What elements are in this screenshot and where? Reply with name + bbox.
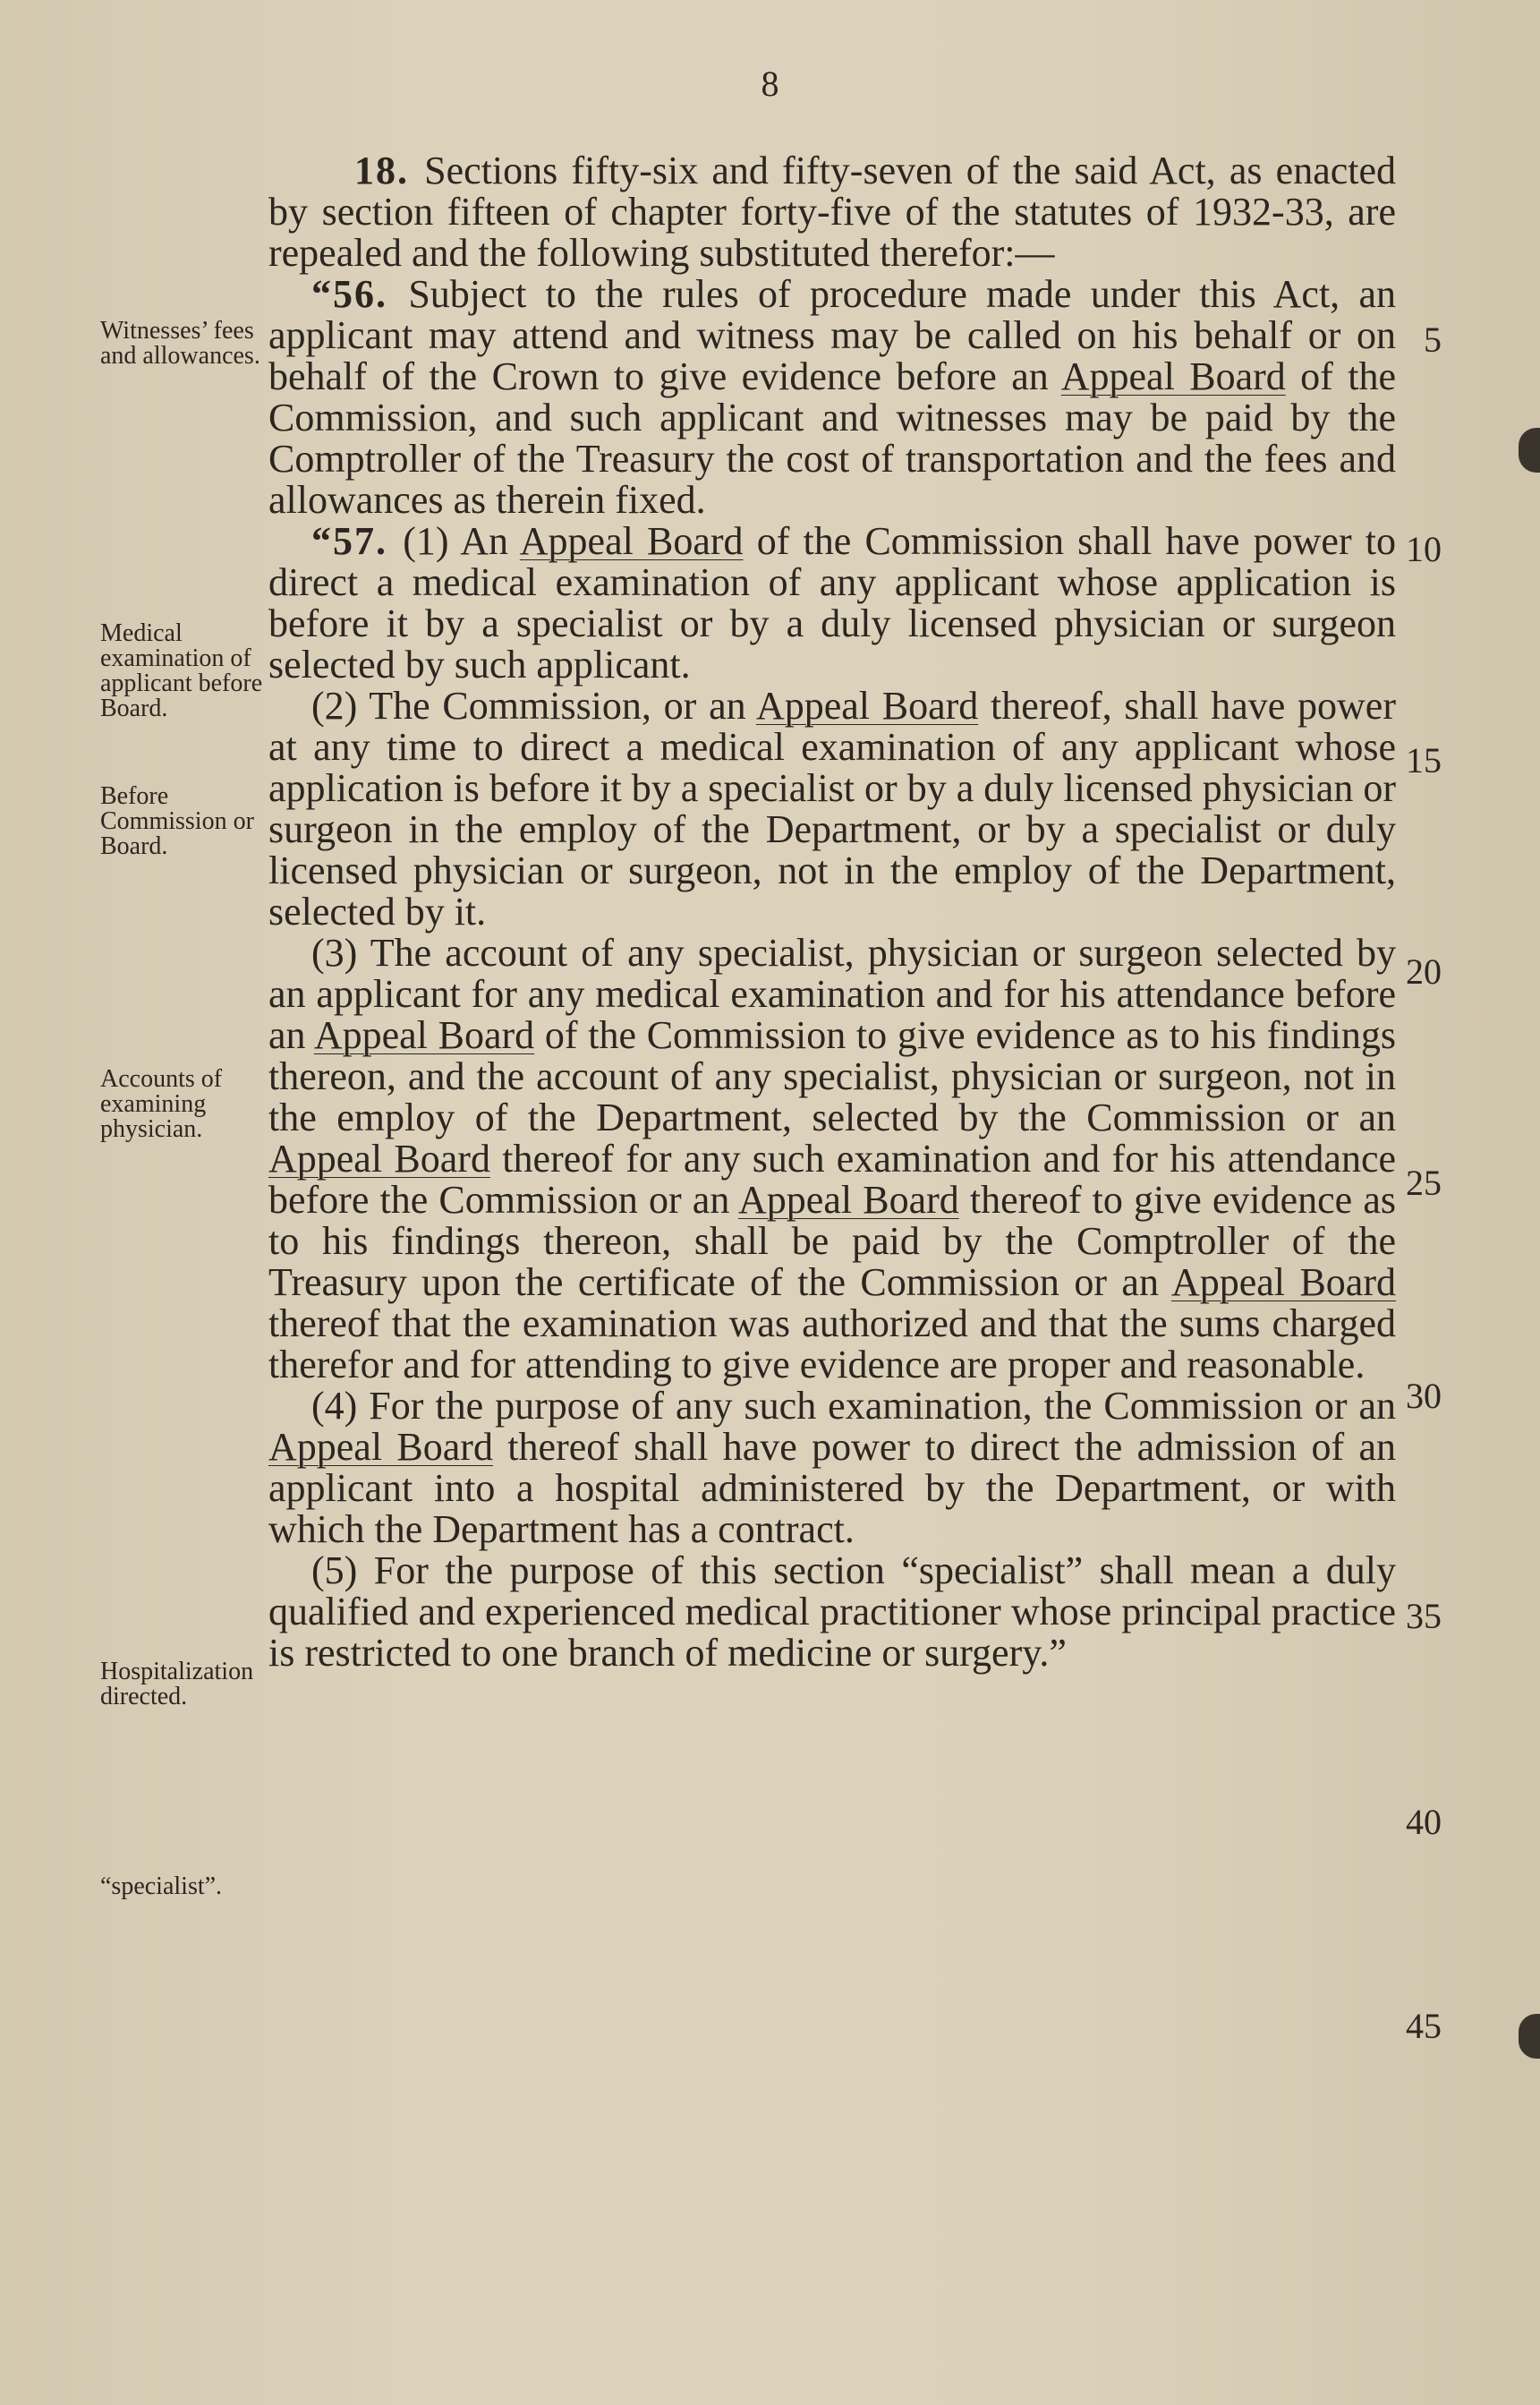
line-number: 45 — [1406, 2006, 1442, 2046]
underlined-term: Appeal Board — [268, 1425, 493, 1469]
line-number: 10 — [1406, 529, 1442, 569]
paragraph-5: (3) The account of any specialist, physician or surgeon selected by an applicant for any medical examination and for his attendance before an Appeal Board of the Commission to give evidence as to his findings thereon, and the account of any specialist, physician or surgeon, not in the employ of the Department, selected by the Commission or an Appeal Board thereof for any such examination and for his attendance before the Commission or an Appeal Board thereof to give evidence as to his findings thereon, shall be paid by the Comptroller of the Treasury upon the certificate of the Commission or an Appeal Board thereof that the examination was authorized and that the sums charged therefor and for attending to give evidence are proper and reasonable. — [268, 931, 1396, 1386]
underlined-term: Appeal Board — [1060, 354, 1286, 398]
paragraph-4: (2) The Commission, or an Appeal Board thereof, shall have power at any time to direct a medical examination of any applicant whose application is before it by a specialist or by a duly licensed physician or surgeon in the employ of the Department, or by a specialist or duly licensed physician or surgeon, not in the employ of the Department, selected by it. — [268, 684, 1396, 934]
underlined-term: Appeal Board — [1170, 1260, 1396, 1304]
paragraph-3: “57. (1) An Appeal Board of the Commission shall have power to direct a medical examination of any applicant whose application is before it by a specialist or by a duly licensed physician or surgeon selected by such applicant. — [268, 519, 1396, 687]
page-edge-mark — [1519, 2014, 1540, 2059]
underlined-term: Appeal Board — [519, 519, 744, 563]
paragraph-6: (4) For the purpose of any such examination, the Commission or an Appeal Board thereof shall have power to direct the admission of an applicant into a hospital administered by the Department, or with which the Department has a contract. — [268, 1384, 1396, 1551]
line-number: 20 — [1406, 951, 1442, 992]
statute-text — [268, 150, 1396, 1674]
page-number: 8 — [761, 64, 779, 104]
paragraph-1: 18. Sections fifty-six and fifty-seven of the said Act, as enacted by section fifteen of chapter forty-five of the statutes of 1932-33, are repealed and the following substituted therefor:— — [268, 149, 1396, 275]
marginal-note-witnesses: Witnesses’ fees and allowances. — [100, 317, 260, 370]
marginal-note-accounts: Accounts of examining physician. — [100, 1065, 223, 1143]
section-number: “57. — [311, 519, 404, 563]
underlined-term: Appeal Board — [755, 684, 979, 728]
section-number: 18. — [354, 149, 425, 192]
marginal-note-medical-examination: Medical examination of applicant before Board. — [100, 619, 263, 722]
marginal-note-before-commission: Before Commission or Board. — [100, 782, 254, 860]
paragraph-7: (5) For the purpose of this section “specialist” shall mean a duly qualified and experienced medical practitioner whose principal practice is restricted to one branch of medicine or surgery.” — [268, 1548, 1396, 1675]
page-edge-mark — [1519, 428, 1540, 473]
underlined-term: Appeal Board — [313, 1013, 535, 1057]
section-number: “56. — [311, 272, 409, 316]
line-number: 40 — [1406, 1802, 1442, 1842]
line-number: 15 — [1406, 740, 1442, 780]
marginal-note-hospitalization: Hospitalization directed. — [100, 1658, 254, 1710]
line-number: 30 — [1406, 1376, 1442, 1416]
line-number: 35 — [1406, 1596, 1442, 1636]
line-number: 5 — [1424, 320, 1442, 360]
underlined-term: Appeal Board — [738, 1178, 959, 1222]
paragraph-2: “56. Subject to the rules of procedure made under this Act, an applicant may attend and witness may be called on his behalf or on behalf of the Crown to give evidence before an Appeal Board of the Commission, and such applicant and witnesses may be paid by the Comptroller of the Treasury the cost of transportation and the fees and allowances as therein fixed. — [268, 272, 1397, 522]
line-number: 25 — [1406, 1163, 1442, 1203]
underlined-term: Appeal Board — [268, 1137, 490, 1181]
marginal-note-specialist: “specialist”. — [100, 1872, 223, 1900]
